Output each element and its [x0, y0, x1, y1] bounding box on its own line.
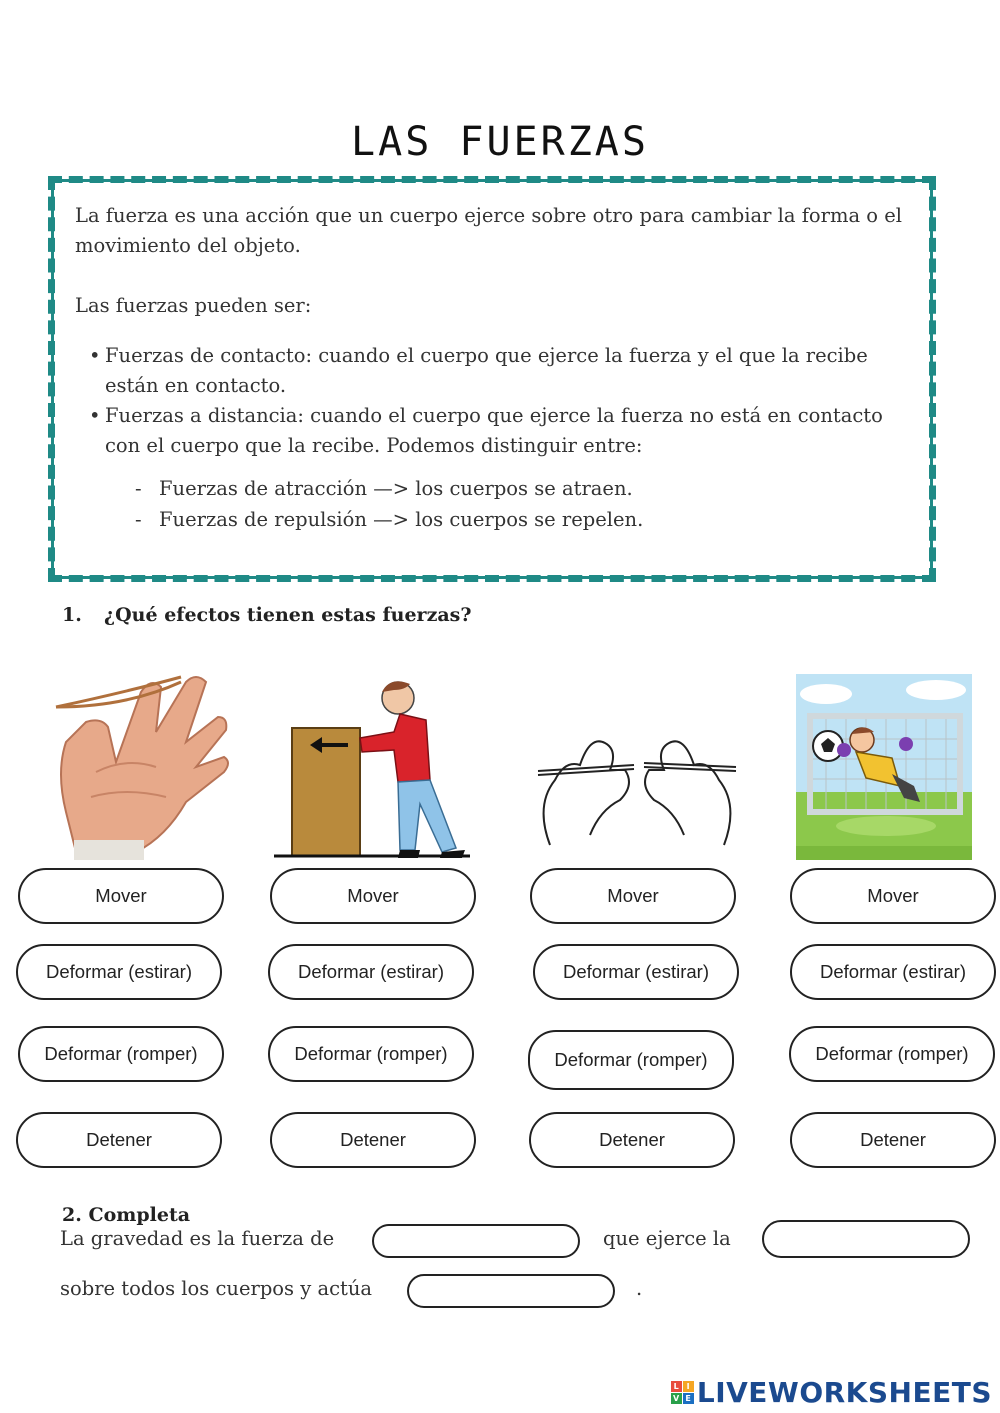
- option-deformar-romper[interactable]: Deformar (romper): [18, 1026, 224, 1082]
- option-deformar-romper[interactable]: Deformar (romper): [789, 1026, 995, 1082]
- option-deformar-romper[interactable]: Deformar (romper): [268, 1026, 474, 1082]
- watermark-text: LIVEWORKSHEETS: [696, 1376, 992, 1409]
- option-mover[interactable]: Mover: [790, 868, 996, 924]
- answer-blank-2[interactable]: [762, 1220, 970, 1258]
- answer-blank-1[interactable]: [372, 1224, 580, 1258]
- option-deformar-romper[interactable]: Deformar (romper): [528, 1030, 734, 1090]
- question-2-title: 2. Completa: [62, 1204, 191, 1226]
- option-detener[interactable]: Detener: [270, 1112, 476, 1168]
- types-intro-text: Las fuerzas pueden ser:: [75, 294, 312, 317]
- logo-letter: E: [683, 1393, 694, 1404]
- man-pushing-box-picture: [270, 672, 476, 860]
- option-deformar-estirar[interactable]: Deformar (estirar): [533, 944, 739, 1000]
- sentence-part-2: que ejerce la: [603, 1227, 731, 1250]
- option-deformar-estirar[interactable]: Deformar (estirar): [16, 944, 222, 1000]
- sentence-end: .: [636, 1277, 643, 1300]
- question-1: [62, 604, 472, 626]
- sentence-part-3: sobre todos los cuerpos y actúa: [60, 1277, 373, 1300]
- hand-rubber-band-picture: [46, 662, 230, 862]
- question-number: 1.: [62, 604, 82, 626]
- distance-force-list: [75, 473, 909, 535]
- sentence-part-1: La gravedad es la fuerza de: [60, 1227, 335, 1250]
- logo-letter: V: [671, 1393, 682, 1404]
- hands-breaking-pencil-picture: [530, 725, 744, 857]
- list-item: • Fuerzas a distancia: cuando el cuerpo que ejerce la fuerza no está en contacto con el cuerpo que la recibe. Podemos distinguir entre:: [75, 401, 909, 461]
- definition-text: La fuerza es una acción que un cuerpo ejerce sobre otro para cambiar la forma o el movimiento del objeto.: [75, 204, 903, 257]
- logo-icon: [671, 1381, 694, 1404]
- info-box: [48, 176, 936, 582]
- option-detener[interactable]: Detener: [790, 1112, 996, 1168]
- option-detener[interactable]: Detener: [16, 1112, 222, 1168]
- list-item: • Fuerzas de contacto: cuando el cuerpo que ejerce la fuerza y el que la recibe están en contacto.: [75, 341, 909, 401]
- liveworksheets-logo: [671, 1376, 992, 1409]
- force-types-list: [75, 341, 909, 461]
- page-title: LAS FUERZAS: [351, 118, 649, 165]
- list-item: - Fuerzas de repulsión —> los cuerpos se repelen.: [75, 504, 909, 535]
- option-mover[interactable]: Mover: [270, 868, 476, 924]
- answer-blank-3[interactable]: [407, 1274, 615, 1308]
- logo-letter: I: [683, 1381, 694, 1392]
- question-text: ¿Qué efectos tienen estas fuerzas?: [104, 604, 472, 626]
- list-item: - Fuerzas de atracción —> los cuerpos se atraen.: [75, 473, 909, 504]
- goalkeeper-stopping-ball-picture: [796, 674, 972, 860]
- option-mover[interactable]: Mover: [530, 868, 736, 924]
- option-detener[interactable]: Detener: [529, 1112, 735, 1168]
- logo-letter: L: [671, 1381, 682, 1392]
- option-deformar-estirar[interactable]: Deformar (estirar): [268, 944, 474, 1000]
- option-deformar-estirar[interactable]: Deformar (estirar): [790, 944, 996, 1000]
- option-mover[interactable]: Mover: [18, 868, 224, 924]
